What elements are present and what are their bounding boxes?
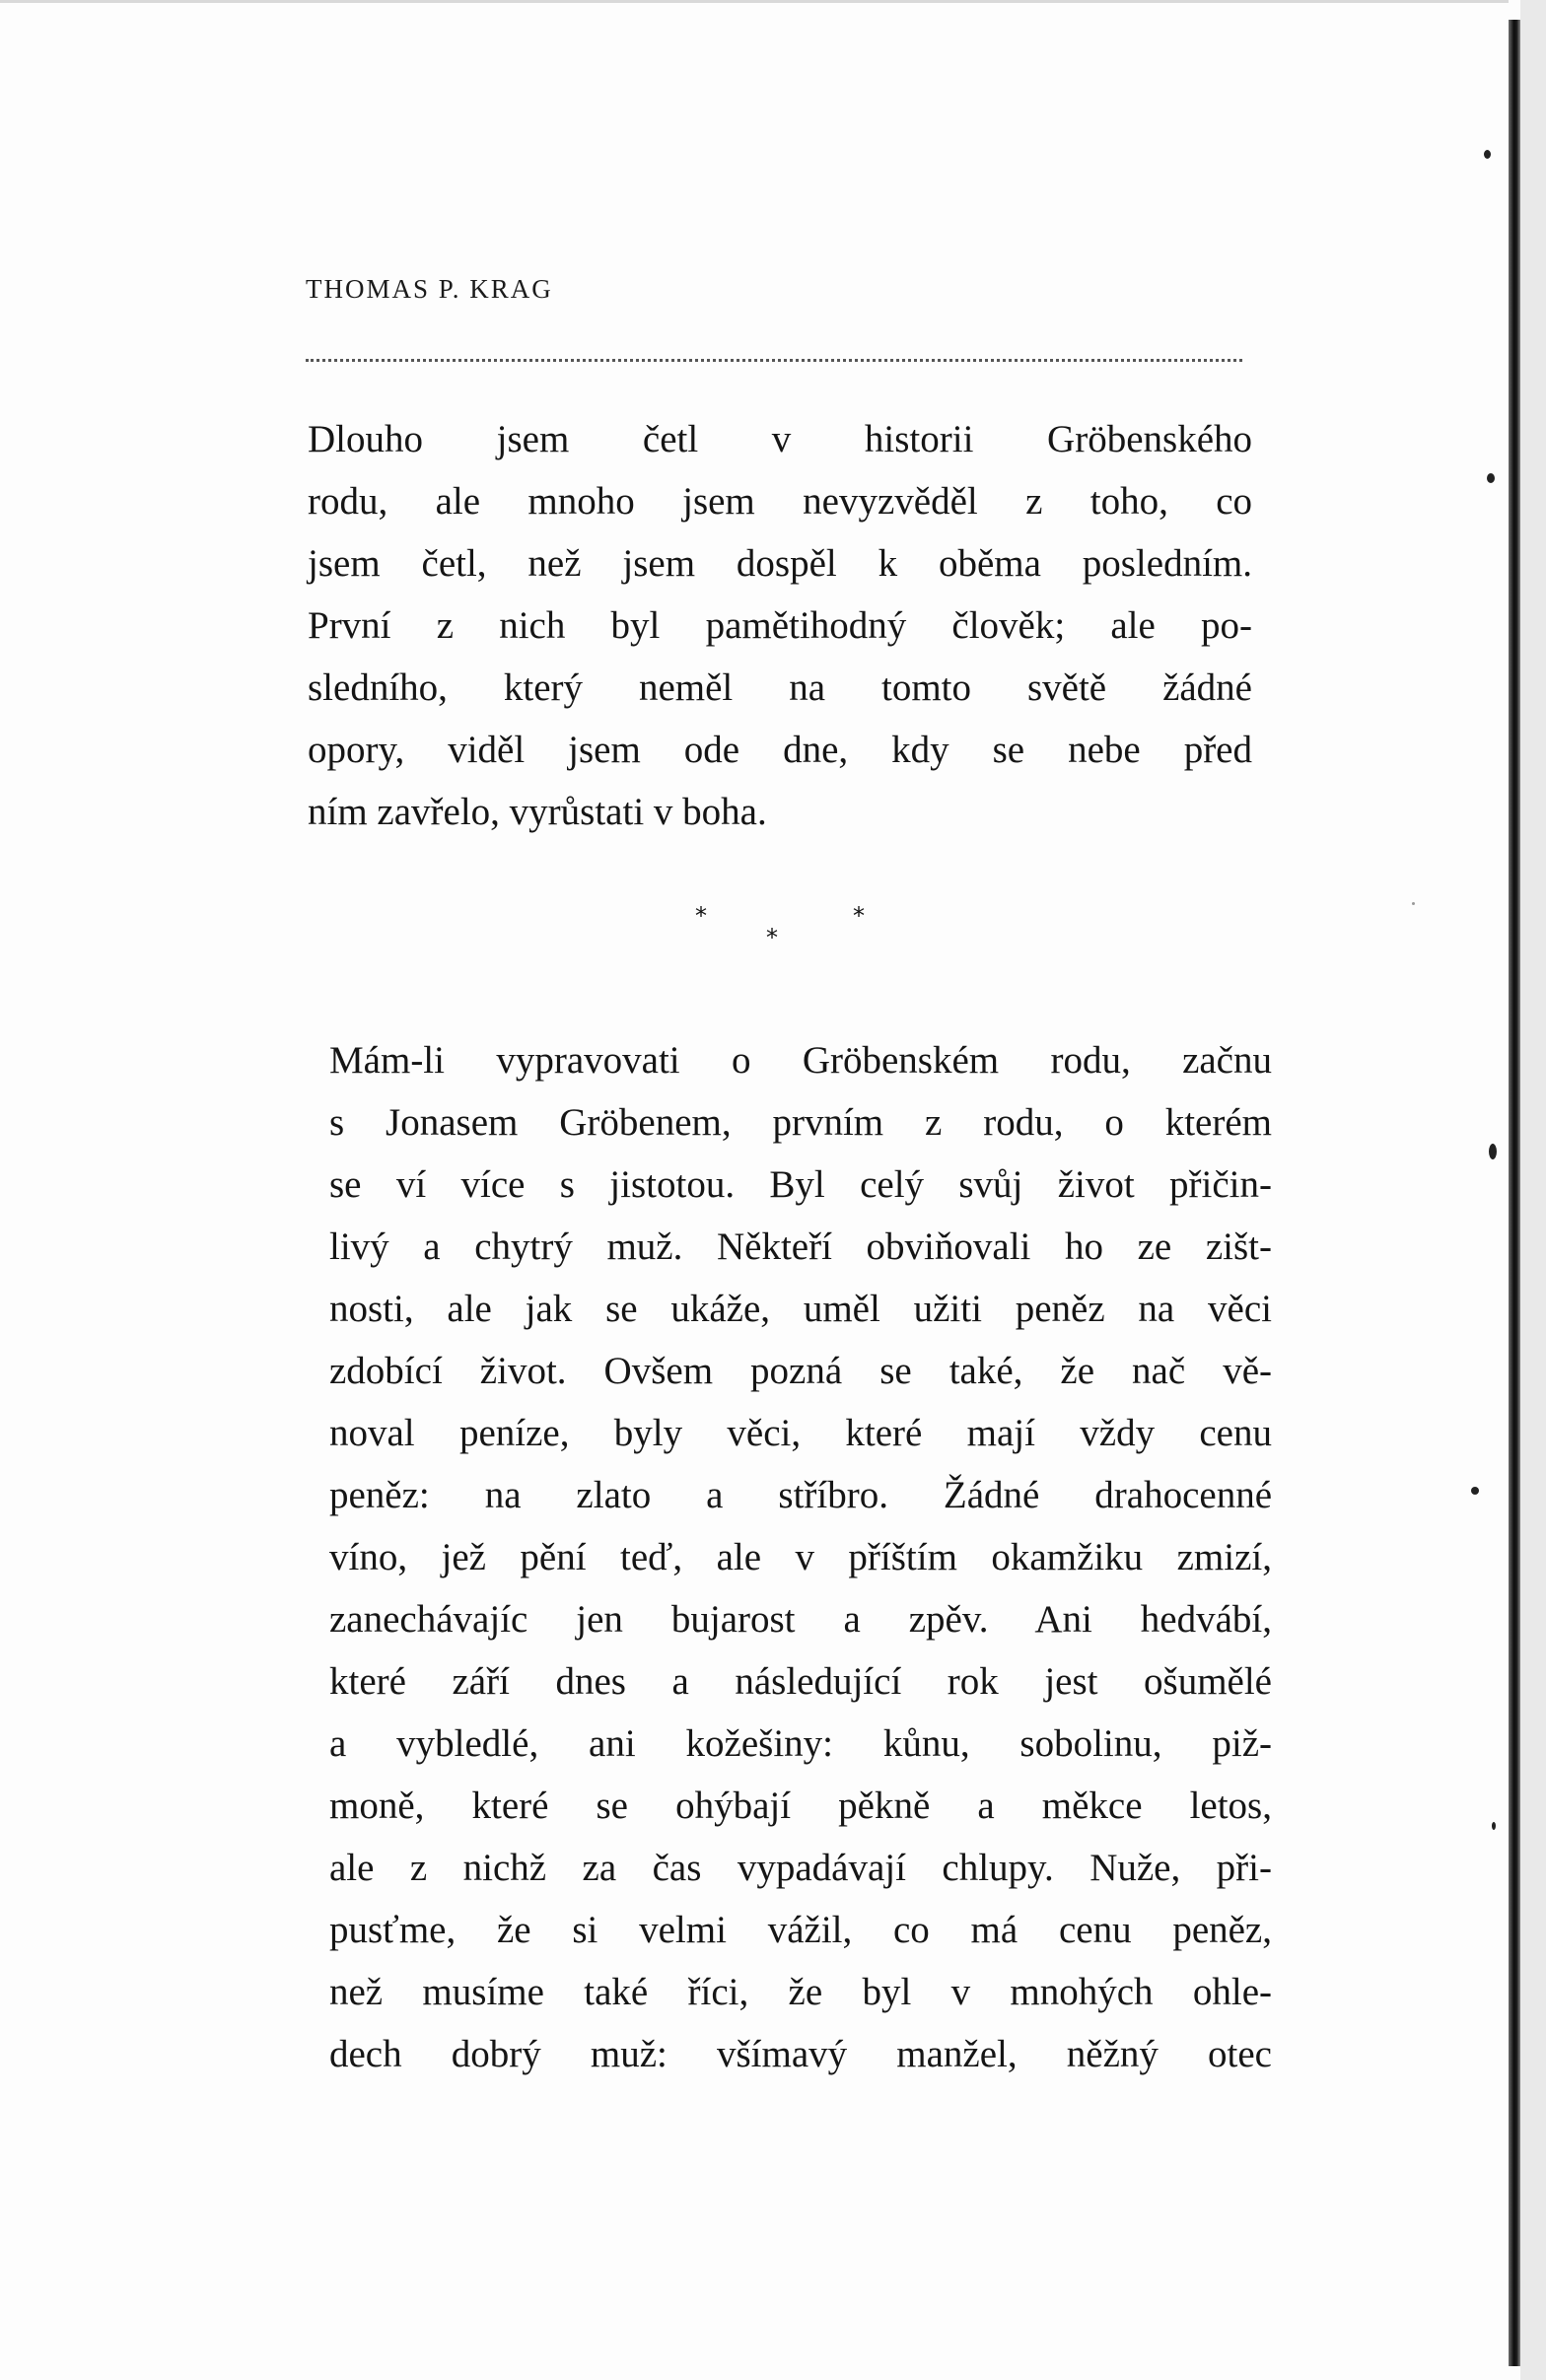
text-line: s Jonasem Gröbenem, prvním z rodu, o kterém: [329, 1101, 1272, 1144]
text-line: Mám-li vypravovati o Gröbenském rodu, začnu: [329, 1039, 1272, 1082]
text-line: ale z nichž za čas vypadávají chlupy. Nuže, při-: [329, 1847, 1272, 1889]
text-line: než musíme také říci, že byl v mnohých ohle-: [329, 1971, 1272, 2013]
page-top-edge: [0, 0, 1509, 3]
text-line: se ví více s jistotou. Byl celý svůj život přičin-: [329, 1163, 1272, 1206]
text-line: dech dobrý muž: všímavý manžel, něžný otec: [329, 2033, 1272, 2075]
text-line: zdobící život. Ovšem pozná se také, že nač vě-: [329, 1350, 1272, 1392]
text-line: víno, jež pění teď, ale v příštím okamžiku zmizí,: [329, 1536, 1272, 1578]
text-line: jsem četl, než jsem dospěl k oběma posledním.: [308, 542, 1252, 585]
print-speck: [1484, 150, 1491, 159]
text-line: které září dnes a následující rok jest ošumělé: [329, 1660, 1272, 1703]
print-speck: [1471, 1487, 1479, 1495]
text-line: opory, viděl jsem ode dne, kdy se nebe před: [308, 729, 1252, 771]
asterisk: *: [695, 902, 707, 930]
text-line: Dlouho jsem četl v historii Gröbenského: [308, 418, 1252, 460]
asterisk: *: [766, 924, 778, 951]
paragraph-1: [308, 408, 1252, 843]
text-line: ním zavřelo, vyrůstati v boha.: [308, 791, 767, 833]
print-speck: [1489, 1144, 1497, 1159]
text-line: peněz: na zlato a stříbro. Žádné drahocenné: [329, 1474, 1272, 1516]
text-line: sledního, který neměl na tomto světě žádné: [308, 666, 1252, 709]
print-speck: [1492, 1822, 1496, 1830]
paragraph-2: [329, 1029, 1272, 2085]
print-speck: [1487, 473, 1495, 483]
text-line: nosti, ale jak se ukáže, uměl užiti peněz na věci: [329, 1288, 1272, 1330]
asterisk: *: [853, 902, 865, 930]
text-line: a vybledlé, ani kožešiny: kůnu, sobolinu, piž-: [329, 1722, 1272, 1765]
text-line: zanechávajíc jen bujarost a zpěv. Ani hedvábí,: [329, 1598, 1272, 1641]
text-line: livý a chytrý muž. Někteří obviňovali ho ze zišt-: [329, 1225, 1272, 1268]
book-spine-shadow: [1509, 20, 1520, 2366]
dotted-rule: [306, 359, 1242, 362]
page-margin-edge: [1520, 0, 1546, 2380]
text-line: rodu, ale mnoho jsem nevyzvěděl z toho, co: [308, 480, 1252, 523]
text-line: noval peníze, byly věci, které mají vždy cenu: [329, 1412, 1272, 1454]
text-line: První z nich byl pamětihodný člověk; ale po-: [308, 604, 1252, 647]
section-separator: [685, 902, 873, 971]
running-header: THOMAS P. KRAG: [306, 274, 553, 304]
text-line: moně, které se ohýbají pěkně a měkce letos,: [329, 1785, 1272, 1827]
print-speck: [1412, 902, 1415, 905]
text-line: pusťme, že si velmi vážil, co má cenu peněz,: [329, 1909, 1272, 1951]
